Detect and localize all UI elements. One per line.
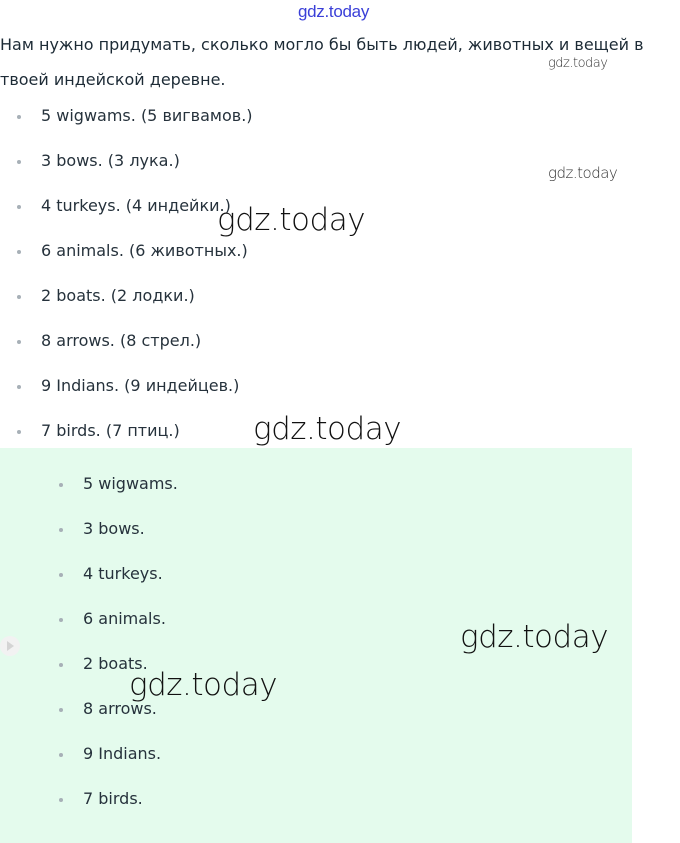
watermark: gdz.today	[217, 202, 366, 238]
bullet-icon	[59, 753, 63, 757]
bullet-icon	[17, 205, 21, 209]
bullet-icon	[17, 295, 21, 299]
bullet-icon	[59, 618, 63, 622]
watermark: gdz.today	[253, 411, 402, 447]
bullet-icon	[59, 528, 63, 532]
bullet-icon	[17, 430, 21, 434]
bullet-icon	[59, 573, 63, 577]
bullet-icon	[59, 663, 63, 667]
watermark: gdz.today	[548, 164, 618, 182]
watermark: gdz.today	[460, 619, 609, 655]
bullet-icon	[59, 798, 63, 802]
watermark: gdz.today	[129, 667, 278, 703]
bullet-icon	[17, 385, 21, 389]
task-description: Нам нужно придумать, сколько могло бы быть людей, животных и вещей в твоей индейской деревне.	[0, 35, 644, 89]
bullet-icon	[17, 340, 21, 344]
bullet-icon	[17, 160, 21, 164]
bullet-icon	[59, 708, 63, 712]
watermark: gdz.today	[548, 56, 608, 71]
site-logo[interactable]: gdz.today	[298, 2, 370, 21]
play-icon[interactable]	[0, 636, 20, 656]
bullet-icon	[17, 250, 21, 254]
bullet-icon	[59, 483, 63, 487]
bullet-icon	[17, 115, 21, 119]
